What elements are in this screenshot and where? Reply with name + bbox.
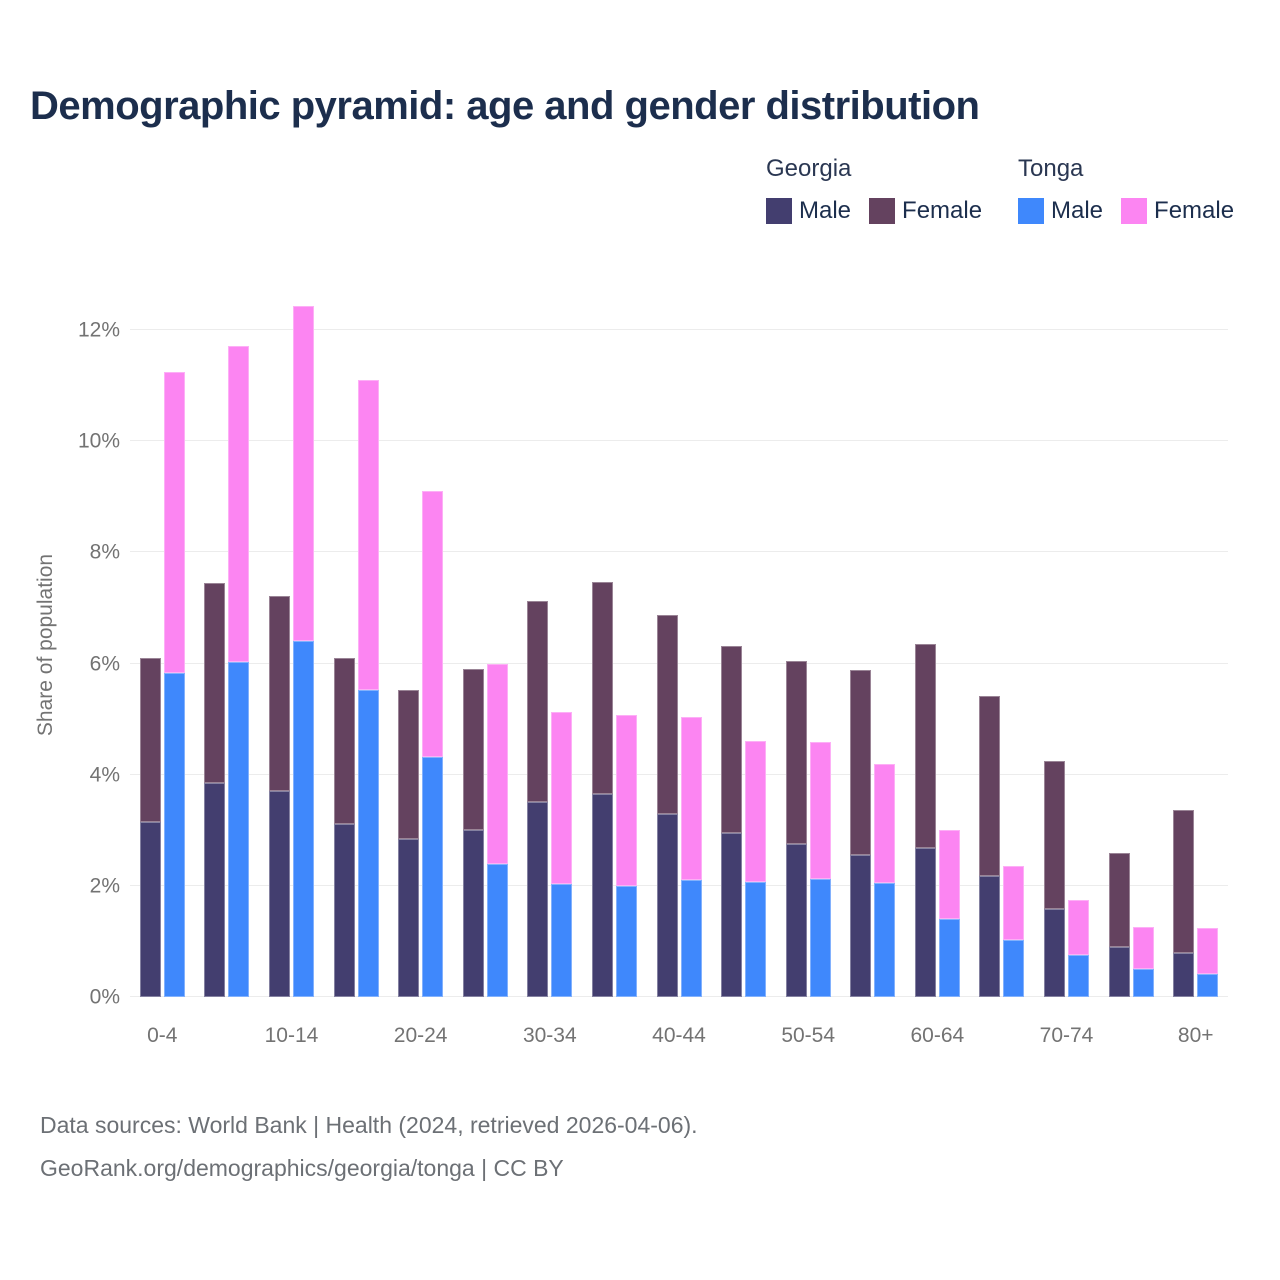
- bar-segment-tonga-female: [228, 346, 249, 662]
- bar-georgia-60-64: [915, 644, 936, 998]
- bar-segment-tonga-female: [293, 306, 314, 641]
- bar-segment-georgia-female: [979, 696, 1000, 876]
- bar-segment-tonga-male: [164, 673, 185, 997]
- y-tick-label: 6%: [89, 652, 120, 675]
- bar-georgia-50-54: [786, 661, 807, 997]
- bar-segment-tonga-female: [164, 372, 185, 673]
- bar-tonga-30-34: [551, 712, 572, 997]
- y-tick-label: 2%: [89, 874, 120, 898]
- legend-label: Female: [1154, 197, 1235, 224]
- bar-tonga-60-64: [939, 830, 960, 997]
- bar-segment-georgia-female: [721, 646, 742, 833]
- bar-segment-georgia-female: [269, 596, 290, 792]
- x-tick-label: 10-14: [264, 1024, 319, 1047]
- bar-segment-tonga-male: [293, 641, 314, 997]
- bar-segment-tonga-female: [616, 715, 637, 886]
- bar-segment-tonga-female: [745, 741, 766, 882]
- bar-segment-tonga-female: [1068, 900, 1089, 956]
- bar-segment-georgia-female: [398, 690, 419, 838]
- bar-segment-georgia-male: [721, 833, 742, 997]
- x-tick-label: 20-24: [393, 1024, 448, 1047]
- bar-segment-tonga-female: [1133, 927, 1154, 969]
- legend-entry-tonga-female: [1121, 197, 1234, 225]
- legend-header-tonga: Tonga: [1018, 155, 1084, 182]
- bar-tonga-45-49: [745, 741, 766, 997]
- bar-segment-tonga-female: [358, 380, 379, 690]
- bar-segment-georgia-male: [398, 839, 419, 997]
- footer-source-line: Data sources: World Bank | Health (2024, retrieved 2026-04-06).: [40, 1112, 698, 1138]
- bar-segment-georgia-female: [334, 658, 355, 824]
- bar-segment-georgia-female: [1109, 853, 1130, 947]
- y-tick-label: 12%: [77, 318, 120, 342]
- bar-segment-georgia-male: [657, 814, 678, 997]
- bar-segment-tonga-male: [422, 757, 443, 997]
- bar-segment-tonga-female: [939, 830, 960, 919]
- y-tick-label: 0%: [89, 985, 120, 1009]
- bar-segment-georgia-male: [592, 794, 613, 997]
- bar-segment-tonga-male: [228, 662, 249, 997]
- x-tick-label: 0-4: [147, 1024, 178, 1047]
- legend-entry-tonga-male: [1018, 197, 1103, 225]
- bar-segment-tonga-male: [939, 919, 960, 997]
- bar-segment-georgia-male: [915, 848, 936, 997]
- legend-header-georgia: Georgia: [766, 155, 852, 182]
- bar-segment-georgia-male: [140, 822, 161, 997]
- bar-segment-tonga-female: [810, 742, 831, 879]
- legend-row: [766, 197, 982, 225]
- bar-tonga-0-4: [164, 372, 185, 997]
- page-title: Demographic pyramid: age and gender distribution: [30, 84, 980, 128]
- bar-segment-georgia-male: [204, 783, 225, 997]
- x-tick-label: 30-34: [522, 1024, 577, 1047]
- x-tick-label: 60-64: [910, 1024, 965, 1047]
- bar-segment-georgia-female: [786, 661, 807, 844]
- bar-segment-tonga-male: [616, 886, 637, 997]
- legend-swatch-georgia-female: [869, 198, 895, 224]
- bar-segment-tonga-male: [1197, 974, 1218, 997]
- bar-georgia-45-49: [721, 646, 742, 997]
- legend-swatch-georgia-male: [766, 198, 792, 224]
- plot-area: [130, 280, 1228, 997]
- bar-segment-georgia-female: [592, 582, 613, 794]
- bar-segment-tonga-male: [681, 880, 702, 997]
- legend-label: Male: [799, 197, 852, 224]
- bar-georgia-70-74: [1044, 761, 1065, 997]
- bar-georgia-30-34: [527, 601, 548, 997]
- bar-segment-tonga-male: [810, 879, 831, 997]
- x-tick-label: 40-44: [652, 1024, 706, 1047]
- bar-georgia-55-59: [850, 670, 871, 997]
- bar-georgia-15-19: [334, 658, 355, 997]
- bar-segment-georgia-female: [527, 601, 548, 802]
- bar-segment-tonga-female: [1003, 866, 1024, 939]
- legend-group-georgia: [766, 155, 982, 225]
- bar-segment-georgia-male: [786, 844, 807, 997]
- bar-tonga-75-79: [1133, 927, 1154, 997]
- bar-segment-georgia-male: [1109, 947, 1130, 997]
- bar-segment-tonga-female: [551, 712, 572, 884]
- bar-segment-tonga-female: [874, 764, 895, 884]
- x-axis-tick-labels: [130, 1024, 1228, 1058]
- bar-segment-tonga-female: [681, 717, 702, 880]
- bar-segment-tonga-female: [487, 664, 508, 864]
- bar-tonga-5-9: [228, 346, 249, 997]
- bar-tonga-15-19: [358, 380, 379, 997]
- bar-segment-tonga-male: [1133, 969, 1154, 997]
- bar-tonga-20-24: [422, 491, 443, 997]
- x-tick-label: 80+: [1177, 1024, 1214, 1047]
- bar-segment-georgia-male: [979, 876, 1000, 997]
- bar-segment-georgia-male: [1044, 909, 1065, 997]
- bar-segment-georgia-female: [204, 583, 225, 783]
- legend-swatch-tonga-female: [1121, 198, 1147, 224]
- bar-segment-tonga-male: [1068, 955, 1089, 997]
- footer-url-line: GeoRank.org/demographics/georgia/tonga | CC BY: [40, 1155, 564, 1181]
- bar-segment-georgia-female: [1044, 761, 1065, 909]
- legend-entry-georgia-female: [869, 197, 982, 225]
- bar-tonga-40-44: [681, 717, 702, 997]
- y-tick-label: 10%: [77, 429, 120, 453]
- bar-segment-tonga-male: [487, 864, 508, 997]
- bar-segment-tonga-female: [1197, 928, 1218, 974]
- y-tick-label: 8%: [89, 540, 120, 564]
- bar-tonga-25-29: [487, 664, 508, 998]
- bar-georgia-10-14: [269, 596, 290, 997]
- bar-georgia-5-9: [204, 583, 225, 997]
- bar-georgia-75-79: [1109, 852, 1130, 997]
- bar-segment-georgia-male: [269, 791, 290, 997]
- bar-segment-georgia-male: [1173, 953, 1194, 997]
- bar-tonga-80+: [1197, 928, 1218, 997]
- bar-segment-georgia-male: [527, 802, 548, 997]
- legend-swatch-tonga-male: [1018, 198, 1044, 224]
- bar-segment-georgia-female: [140, 658, 161, 822]
- bar-segment-georgia-male: [334, 824, 355, 997]
- legend-label: Male: [1051, 197, 1104, 224]
- bar-segment-georgia-male: [463, 830, 484, 997]
- y-axis-tick-labels: [28, 280, 120, 1009]
- legend-row: [1018, 197, 1234, 225]
- bar-georgia-65-69: [979, 696, 1000, 997]
- y-axis-title: Share of population: [34, 553, 57, 737]
- bar-georgia-20-24: [398, 690, 419, 997]
- x-tick-label: 50-54: [781, 1024, 836, 1047]
- bar-segment-tonga-male: [745, 882, 766, 997]
- bar-tonga-35-39: [616, 715, 637, 997]
- bar-segment-georgia-female: [463, 669, 484, 830]
- bar-georgia-40-44: [657, 615, 678, 997]
- legend-label: Female: [902, 197, 983, 224]
- bar-tonga-50-54: [810, 742, 831, 997]
- y-tick-label: 4%: [89, 763, 120, 787]
- bar-segment-georgia-female: [1173, 810, 1194, 953]
- bar-tonga-10-14: [293, 306, 314, 997]
- bar-segment-georgia-female: [850, 670, 871, 856]
- bar-segment-tonga-male: [551, 884, 572, 997]
- bar-georgia-80+: [1173, 810, 1194, 997]
- bar-tonga-55-59: [874, 764, 895, 997]
- bar-segment-tonga-male: [358, 690, 379, 997]
- bar-georgia-35-39: [592, 582, 613, 997]
- bar-segment-georgia-male: [850, 855, 871, 997]
- legend-entry-georgia-male: [766, 197, 851, 225]
- bar-georgia-25-29: [463, 669, 484, 997]
- bar-tonga-70-74: [1068, 900, 1089, 997]
- bar-segment-georgia-female: [657, 615, 678, 814]
- bar-tonga-65-69: [1003, 866, 1024, 997]
- legend-group-tonga: [1018, 155, 1234, 225]
- bar-segment-tonga-male: [874, 883, 895, 997]
- bar-segment-tonga-female: [422, 491, 443, 757]
- bar-georgia-0-4: [140, 658, 161, 997]
- x-tick-label: 70-74: [1039, 1024, 1094, 1047]
- bar-segment-tonga-male: [1003, 940, 1024, 997]
- bar-segment-georgia-female: [915, 644, 936, 849]
